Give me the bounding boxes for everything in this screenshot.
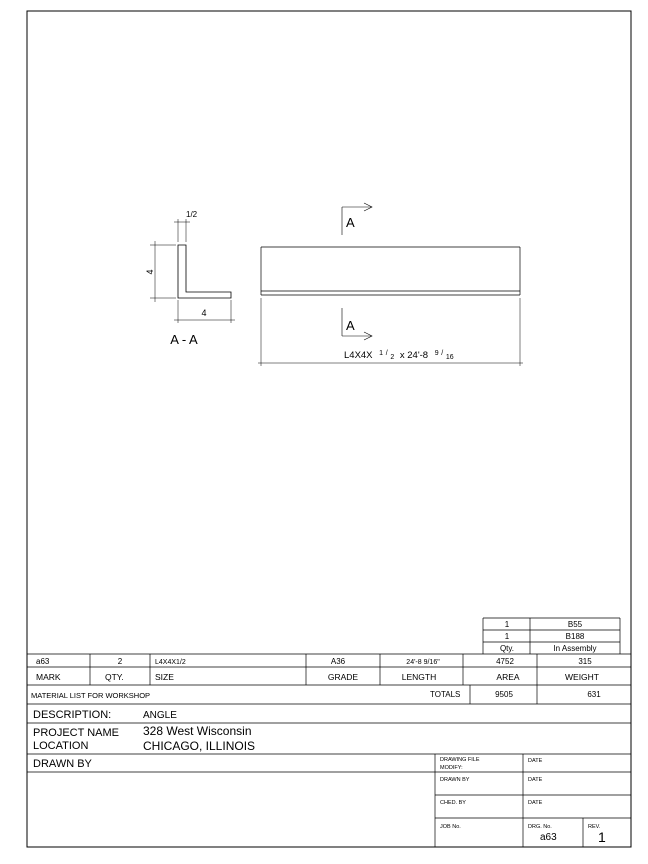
elevation-view xyxy=(258,203,523,366)
header-qty: QTY. xyxy=(105,672,124,682)
callout-length-den: 16 xyxy=(445,354,454,361)
drg-no-label: DRG. No. xyxy=(528,824,552,830)
callout-prefix: L4X4X xyxy=(344,350,373,361)
location-label: LOCATION xyxy=(33,740,89,752)
modify-label: MODIFY: xyxy=(440,765,463,771)
callout-length-num: 9 xyxy=(434,350,439,357)
angle-profile xyxy=(178,245,231,298)
assembly-qty-cell: 1 xyxy=(504,620,510,629)
date-label: DATE xyxy=(528,758,543,764)
job-no-label: JOB No. xyxy=(440,824,461,830)
drawn-by-small-label: DRAWN BY xyxy=(440,777,470,783)
thickness-dim-label xyxy=(186,210,198,219)
assembly-qty-header: Qty. xyxy=(499,644,515,653)
project-name-value: 328 West Wisconsin xyxy=(143,724,252,738)
checked-by-label: CHED. BY xyxy=(440,800,466,806)
header-area: AREA xyxy=(496,672,520,682)
material-qty-cell: 2 xyxy=(117,657,123,666)
material-size-cell: L4X4X1/2 xyxy=(155,659,186,666)
material-weight-cell: 315 xyxy=(578,657,592,666)
callout-length: x 24'-8 xyxy=(399,350,429,361)
total-weight: 631 xyxy=(587,690,601,699)
totals-label: TOTALS xyxy=(430,690,461,699)
material-mark-cell: a63 xyxy=(36,657,50,666)
member-callout: L4X4X $^1$ / $_2$ x 24'-8 $^9$ / $_{16}$ xyxy=(344,350,454,361)
material-length-cell: 24'-8 9/16" xyxy=(406,659,440,666)
description-value: ANGLE xyxy=(143,710,177,721)
assembly-name-cell: B55 xyxy=(567,620,583,629)
material-headers xyxy=(36,672,599,682)
material-row xyxy=(36,657,592,666)
header-weight: WEIGHT xyxy=(565,672,599,682)
rev-value: 1 xyxy=(598,829,606,845)
vleg-dim-text: 4 xyxy=(145,269,155,275)
header-length: LENGTH xyxy=(401,672,437,682)
section-marker-letter: A xyxy=(346,215,355,230)
date-label: DATE xyxy=(528,800,543,806)
assembly-qty-cell: 1 xyxy=(504,632,510,641)
date-label: DATE xyxy=(528,777,543,783)
header-mark: MARK xyxy=(36,672,61,682)
project-name-label: PROJECT NAME xyxy=(33,727,119,739)
description-label: DESCRIPTION: xyxy=(33,709,112,721)
material-list-title: MATERIAL LIST FOR WORKSHOP xyxy=(31,691,151,700)
section-view xyxy=(145,210,235,347)
drawing-file-label: DRAWING FILE xyxy=(440,757,480,763)
rev-label: REV. xyxy=(588,824,601,830)
sheet-border xyxy=(27,11,631,847)
total-area: 9505 xyxy=(495,690,513,699)
section-marker-letter: A xyxy=(346,318,355,333)
drawn-by-label: DRAWN BY xyxy=(33,758,92,770)
hleg-dim-text: 4 xyxy=(201,308,207,318)
title-block-text xyxy=(33,709,606,845)
assembly-table-text xyxy=(500,620,597,653)
section-marker-top xyxy=(342,203,372,235)
assembly-name-cell: B188 xyxy=(565,632,585,641)
assembly-name-header: In Assembly xyxy=(553,644,597,653)
header-size: SIZE xyxy=(155,672,174,682)
material-grade-cell: A36 xyxy=(330,657,346,666)
section-label: A - A xyxy=(170,332,198,347)
callout-thickness-den: 2 xyxy=(390,354,395,361)
drg-no-value: a63 xyxy=(540,832,557,843)
thickness-dim-text: 1/2 xyxy=(186,210,198,219)
header-grade: GRADE xyxy=(327,672,359,682)
callout-thickness-num: 1 xyxy=(379,350,384,357)
material-totals xyxy=(31,690,601,700)
location-value: CHICAGO, ILLINOIS xyxy=(143,739,256,753)
material-area-cell: 4752 xyxy=(496,657,514,666)
section-marker-bottom xyxy=(342,308,372,340)
